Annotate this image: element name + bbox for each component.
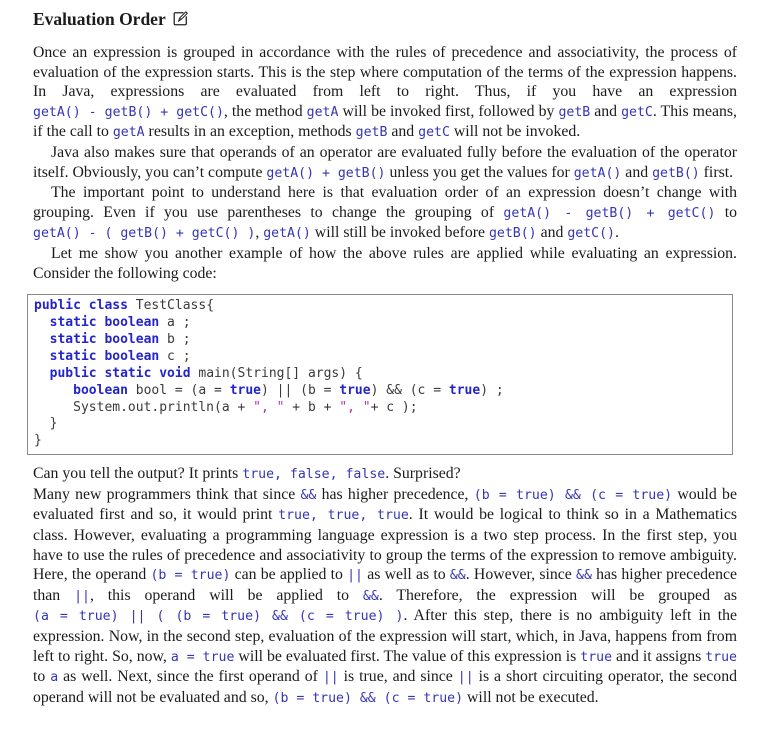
code-text: bool = (a = — [127, 382, 230, 398]
text-run: unless you get the values for — [385, 163, 574, 181]
inline-code: || — [347, 568, 363, 584]
inline-code: && — [362, 588, 379, 604]
text-run: Let me show you another example of how the above rules are applied while evaluating an expression. Consider the following code: — [33, 244, 737, 282]
text-run: Java also makes sure that operands of an operator are evaluated fully before the evaluation of the operator itself. Obviously, you can’t compute — [33, 143, 737, 181]
code-text: ) && (c = — [370, 382, 449, 398]
inline-code: (b = true) && (c = true) — [272, 690, 464, 706]
code-keyword: true — [448, 382, 481, 398]
code-text: ) || (b = — [261, 382, 340, 398]
inline-code: || — [74, 588, 90, 604]
paragraph-intro — [33, 43, 737, 143]
code-text: + c ); — [370, 399, 418, 415]
paragraph-operands — [33, 143, 737, 183]
text-run: and — [387, 123, 419, 141]
inline-code: getC — [418, 125, 450, 141]
text-run: Can you tell the output? It prints — [33, 465, 243, 483]
code-line — [34, 332, 726, 349]
text-run: will be invoked first, followed by — [338, 102, 559, 120]
paragraph-example-lead — [33, 244, 737, 283]
inline-code: getA — [112, 125, 145, 141]
inline-code: getC() — [567, 226, 615, 242]
text-run: Many new programmers think that since — [33, 485, 301, 503]
text-run: . It would be logical to think so in a Mathematics class. However, evaluating a programming language expression is a two step process. In the first step, you have to use the rules of precedence and associativity to group the terms of the expression to remove ambiguity. Here, the operand — [33, 506, 737, 584]
code-text — [34, 349, 50, 364]
text-run: will not be executed. — [463, 688, 599, 706]
code-text: } — [34, 416, 58, 432]
code-text — [34, 332, 50, 347]
page-title — [33, 9, 737, 30]
text-run: as well. Next, since the first operand of — [58, 668, 323, 686]
inline-code: getB — [355, 125, 388, 141]
inline-code: true — [580, 649, 613, 665]
code-keyword: true — [339, 382, 371, 398]
code-line — [34, 433, 726, 450]
text-run: first. — [699, 163, 734, 181]
code-line — [34, 298, 726, 315]
inline-code: || — [322, 670, 339, 686]
text-run: , — [255, 224, 264, 242]
code-text: TestClass{ — [127, 298, 215, 314]
code-string: ", " — [339, 399, 371, 415]
text-run: . — [614, 224, 619, 242]
text-run: and — [590, 102, 622, 120]
inline-code: && — [449, 568, 466, 584]
text-run: The important point to understand here is that evaluation order of an expression doesn’t change with grouping. Even if you use parentheses to change the grouping of — [33, 184, 737, 221]
text-run: Once an expression is grouped in accordance with the rules of precedence and associativity, the process of evaluation of the expression starts. This is the step where computation of the terms of the expression happens. In Java, expressions are evaluated from left to right. Thus, if you have an expression — [33, 44, 737, 101]
inline-code: (b = true) — [150, 568, 231, 584]
text-run: will not be invoked. — [449, 123, 581, 141]
text-run: would be evaluated first and so, it would print — [33, 485, 737, 524]
text-run: and it assigns — [612, 647, 706, 665]
text-run: . Therefore, the expression will be grouped as — [378, 586, 737, 604]
text-run: , the method — [223, 102, 307, 120]
text-run: will still be invoked before — [310, 224, 489, 242]
text-run: and — [621, 163, 653, 181]
code-line — [34, 315, 726, 332]
code-line — [34, 400, 726, 417]
inline-code: a — [50, 670, 59, 686]
code-text: + b + — [284, 399, 340, 415]
text-run: results in an exception, methods — [144, 123, 356, 141]
inline-code: getA() - ( getB() + getC() ) — [33, 226, 256, 242]
page-title-text: Evaluation Order — [33, 9, 166, 29]
inline-code: && — [300, 487, 317, 503]
inline-code: getA — [306, 104, 339, 120]
text-run: . However, since — [465, 566, 577, 584]
code-text — [34, 383, 73, 398]
edit-icon — [172, 10, 189, 27]
inline-code: getA() - getB() + getC() — [33, 104, 224, 120]
inline-code: a = true — [170, 649, 235, 665]
inline-code: (a = true) || ( (b = true) && (c = true) ) — [33, 609, 404, 625]
code-text: System.out.println(a + — [34, 399, 254, 415]
inline-code: || — [457, 670, 474, 686]
text-run: has higher precedence than — [33, 566, 737, 604]
code-keyword: static boolean — [49, 315, 160, 331]
code-line — [34, 416, 726, 433]
code-text: b ; — [159, 331, 191, 347]
code-keyword: static boolean — [49, 331, 160, 347]
code-keyword: true — [229, 382, 261, 398]
inline-code: getC — [621, 104, 653, 120]
code-keyword: boolean — [73, 382, 128, 398]
inline-code: getB — [558, 104, 591, 120]
code-block — [27, 294, 733, 455]
code-string: ", " — [253, 399, 285, 415]
inline-code: getA() + getB() — [266, 165, 386, 181]
paragraph-grouping — [33, 183, 737, 244]
text-run: can be applied to — [230, 566, 348, 584]
code-text: main(String[] args) { — [190, 365, 363, 381]
inline-code: getA() - getB() + getC() — [503, 205, 716, 221]
code-text — [34, 315, 50, 330]
code-line — [34, 366, 726, 383]
inline-code: getA() — [573, 165, 622, 181]
inline-code: getB() — [488, 226, 537, 242]
text-run: as well as to — [362, 566, 450, 584]
code-text: c ; — [159, 348, 191, 364]
inline-code: true, false, false — [242, 467, 386, 483]
code-text: ) ; — [480, 382, 504, 398]
text-run: has higher precedence, — [316, 485, 474, 503]
inline-code: (b = true) && (c = true) — [473, 487, 673, 503]
text-run: will be evaluated first. The value of this expression is — [234, 647, 581, 665]
text-run: , this operand will be applied to — [89, 586, 363, 604]
inline-code: true, true, true — [278, 508, 409, 524]
text-run: and — [536, 224, 568, 242]
code-keyword: public static void — [49, 365, 191, 381]
text-run: . This means, if the call to — [33, 102, 737, 141]
code-line — [34, 349, 726, 366]
edit-button[interactable] — [172, 10, 189, 27]
code-text: } — [34, 433, 42, 449]
inline-code: getB() — [652, 165, 700, 181]
text-run: is a short circuiting operator, the second operand will not be evaluated and so, — [33, 668, 737, 706]
text-run: . Surprised? — [385, 465, 461, 483]
text-run: to — [715, 203, 737, 221]
inline-code: getA() — [263, 226, 311, 242]
code-text: a ; — [159, 315, 191, 331]
code-keyword: public class — [34, 298, 128, 314]
text-run: . After this step, there is no ambiguity left in the expression. Now, in the second step, evaluation of the expression will start, which, in Java, happens from from left to right. So, now, — [33, 607, 737, 665]
code-line — [34, 383, 726, 400]
inline-code: && — [576, 568, 592, 584]
code-keyword: static boolean — [49, 348, 160, 364]
text-run: to — [33, 668, 51, 686]
paragraph-explanation — [33, 485, 737, 709]
paragraph-output — [33, 464, 737, 485]
code-text — [34, 366, 50, 381]
inline-code: true — [705, 649, 737, 665]
text-run: is true, and since — [338, 668, 458, 686]
